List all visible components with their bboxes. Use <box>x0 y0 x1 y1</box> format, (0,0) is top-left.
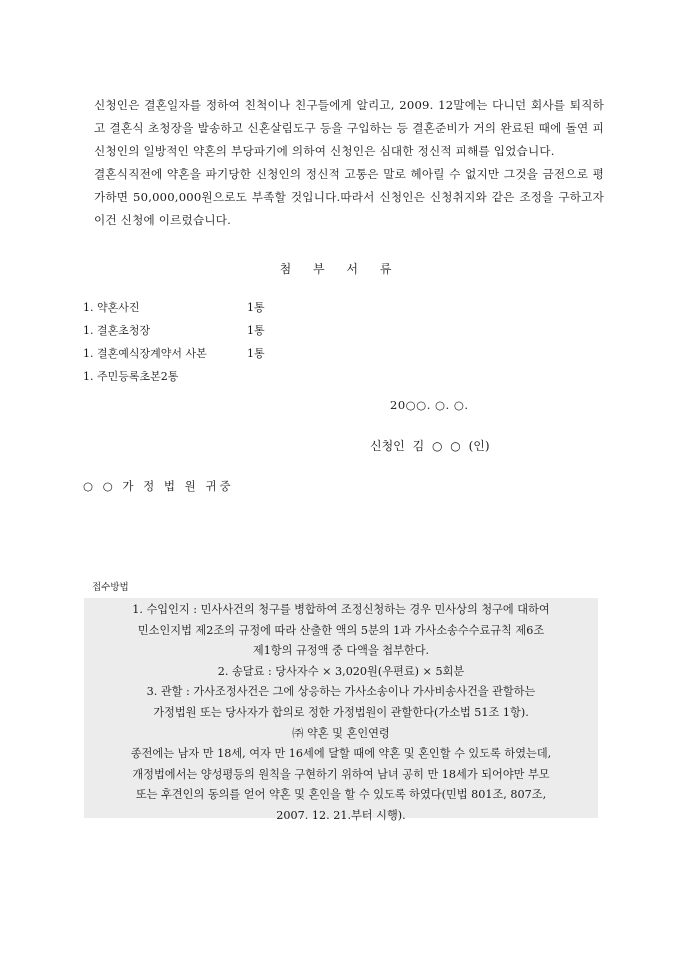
method-line: 제1항의 규정액 중 다액을 첩부한다. <box>252 644 430 658</box>
attachment-name: 결혼초청장 <box>97 324 151 337</box>
attachment-count: 1통 <box>247 301 265 314</box>
attachments-title: 첨 부 서 류 <box>279 262 401 276</box>
document-date: 20○○. ○. ○. <box>390 398 469 412</box>
attachment-count: 1통 <box>247 324 265 337</box>
method-line: 개정법에서는 양성평등의 원칙을 구현하기 위하여 남녀 공히 만 18세가 되어야만 부모 <box>132 767 550 781</box>
method-title: 접수방법 <box>92 582 129 593</box>
method-line: 종전에는 남자 만 18세, 여자 만 16세에 달할 때에 약혼 및 혼인할 수 있도록 하였는데, <box>130 747 552 761</box>
method-line: 1. 수입인지 : 민사사건의 청구를 병합하여 조정신청하는 경우 민사상의 청구에 대하여 <box>132 603 550 616</box>
attachment-item <box>83 319 265 342</box>
signer-line: 신청인 김 ○ ○ (인) <box>370 439 490 453</box>
attachment-name: 약혼사진 <box>97 301 140 314</box>
method-line: 2007. 12. 21.부터 시행). <box>276 808 406 822</box>
method-line: 또는 후견인의 동의를 얻어 약혼 및 혼인을 할 수 있도록 하였다(민법 801조, 807조, <box>135 788 547 802</box>
method-line: 2. 송달료 : 당사자수 × 3,020원(우편료) × 5회분 <box>217 664 465 678</box>
attachments-list <box>83 296 265 388</box>
attachment-number: 1. <box>83 301 94 314</box>
body-text <box>94 94 604 232</box>
attachment-name: 결혼예식장계약서 사본 <box>97 347 207 360</box>
method-line: 민소인지법 제2조의 규정에 따라 산출한 액의 5분의 1과 가사소송수수료규칙 제6조 <box>137 623 545 637</box>
attachment-name: 주민등록초본2통 <box>97 370 179 383</box>
method-line: 가정법원 또는 당사자가 합의로 정한 가정법원이 관할한다(가소법 51조 1항). <box>153 705 529 719</box>
method-box <box>84 598 598 822</box>
attachment-item <box>83 365 265 388</box>
method-line: 3. 관할 : 가사조정사건은 그에 상응하는 가사소송이나 가사비송사건을 관할하는 <box>146 685 536 699</box>
paragraph-2: 결혼식직전에 약혼을 파기당한 신청인의 정신적 고통은 말로 헤아릴 수 없지만 그것을 금전으로 평가하면 50,000,000원으로도 부족할 것입니다.따라서 신청인은 신청취지와 같은 조정을 구하고자 이건 신청에 이르렀습니다. <box>94 167 604 227</box>
attachment-number: 1. <box>83 370 94 383</box>
attachment-number: 1. <box>83 324 94 337</box>
attachment-item <box>83 296 265 319</box>
attachment-number: 1. <box>83 347 94 360</box>
paragraph-1: 신청인은 결혼일자를 정하여 친척이나 친구들에게 알리고, 2009. 12말에는 다니던 회사를 퇴직하고 결혼식 초청장을 발송하고 신혼살림도구 등을 구입하는 등 결혼준비가 거의 완료된 때에 돌연 피신청인의 일방적인 약혼의 부당파기에 의하여 신청인은 심대한 정신적 피해를 입었습니다. <box>94 98 604 158</box>
method-line: ㈜ 약혼 및 혼인연령 <box>292 726 390 740</box>
attachment-count: 1통 <box>247 347 265 360</box>
attachment-item <box>83 342 265 365</box>
court-addressee: ○ ○ 가 정 법 원 귀중 <box>83 479 234 493</box>
